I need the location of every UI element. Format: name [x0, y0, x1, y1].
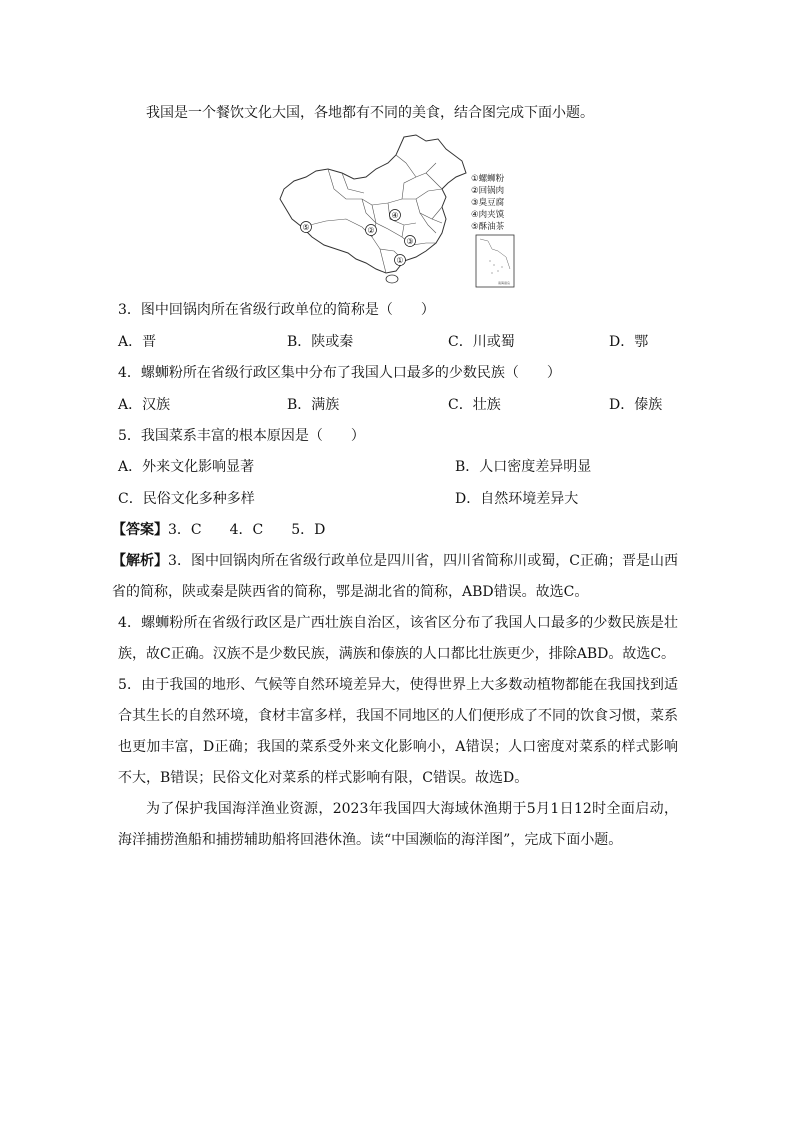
analysis-4: 4．螺蛳粉所在省级行政区是广西壮族自治区，该省区分布了我国人口最多的少数民族是壮族，故C正确。汉族不是少数民族，满族和傣族的人口都比壮族更少，排除ABD。故选C。	[118, 615, 678, 662]
question-5-option-a: A．外来文化影响显著	[118, 459, 255, 475]
legend-item-3: ③臭豆腐	[471, 198, 505, 208]
question-3-stem: 3．图中回锅肉所在省级行政单位的简称是（ ）	[118, 302, 435, 318]
marker-1: ①	[396, 256, 404, 265]
answer-line	[112, 520, 325, 540]
marker-5: ⑤	[302, 223, 310, 232]
answer-label: 【答案】	[112, 522, 168, 538]
legend-item-4: ④肉夹馍	[471, 210, 505, 220]
question-5-stem: 5．我国菜系丰富的根本原因是（ ）	[118, 428, 365, 444]
inset-label: 南海诸岛	[497, 281, 511, 285]
question-3-option-d: D．鄂	[609, 334, 649, 350]
south-china-sea-inset	[476, 235, 514, 287]
question-4-option-b: B．满族	[287, 397, 340, 413]
question-3-option-c: C．川或蜀	[448, 334, 515, 350]
intro-text: 我国是一个餐饮文化大国，各地都有不同的美食，结合图完成下面小题。	[146, 105, 594, 121]
question-4-stem: 4．螺蛳粉所在省级行政区集中分布了我国人口最多的少数民族（ ）	[118, 365, 561, 381]
hainan-island	[386, 275, 398, 283]
question-5-option-d: D．自然环境差异大	[455, 491, 579, 507]
analysis-label: 【解析】	[112, 553, 169, 569]
question-3-option-b: B．陕或秦	[287, 334, 354, 350]
question-3-option-a: A．晋	[118, 334, 157, 350]
next-intro-text: 为了保护我国海洋渔业资源，2023年我国四大海域休渔期于5月1日12时全面启动，海洋捕捞渔船和捕捞辅助船将回港休渔。读“中国濒临的海洋图”，完成下面小题。	[118, 801, 678, 848]
marker-3: ③	[406, 237, 414, 246]
china-outline	[280, 135, 466, 273]
analysis-3-text: 3．图中回锅肉所在省级行政单位是四川省，四川省简称川或蜀，C正确；晋是山西省的简称，陕或秦是陕西省的简称，鄂是湖北省的简称，ABD错误。故选C。	[112, 553, 679, 600]
question-4-option-a: A．汉族	[118, 397, 171, 413]
question-4-option-c: C．壮族	[448, 397, 501, 413]
marker-4: ④	[391, 211, 399, 220]
question-5-option-b: B．人口密度差异明显	[455, 459, 592, 475]
question-4-option-d: D．傣族	[609, 397, 663, 413]
marker-2: ②	[367, 226, 375, 235]
answer-text: 3．C 4．C 5．D	[168, 522, 326, 538]
legend-item-1: ①螺蛳粉	[471, 174, 505, 184]
china-food-map	[276, 133, 520, 290]
analysis-3	[112, 546, 678, 608]
question-5-option-c: C．民俗文化多种多样	[118, 491, 255, 507]
analysis-5: 5．由于我国的地形、气候等自然环境差异大，使得世界上大多数动植物都能在我国找到适合其生长的自然环境，食材丰富多样，我国不同地区的人们便形成了不同的饮食习惯，菜系也更加丰富，D正确；我国的菜系受外来文化影响小，A错误；人口密度对菜系的样式影响不大，B错误；民俗文化对菜系的样式影响有限，C错误。故选D。	[118, 677, 678, 786]
legend-item-2: ②回锅肉	[471, 186, 505, 196]
legend-item-5: ⑤酥油茶	[471, 222, 505, 232]
